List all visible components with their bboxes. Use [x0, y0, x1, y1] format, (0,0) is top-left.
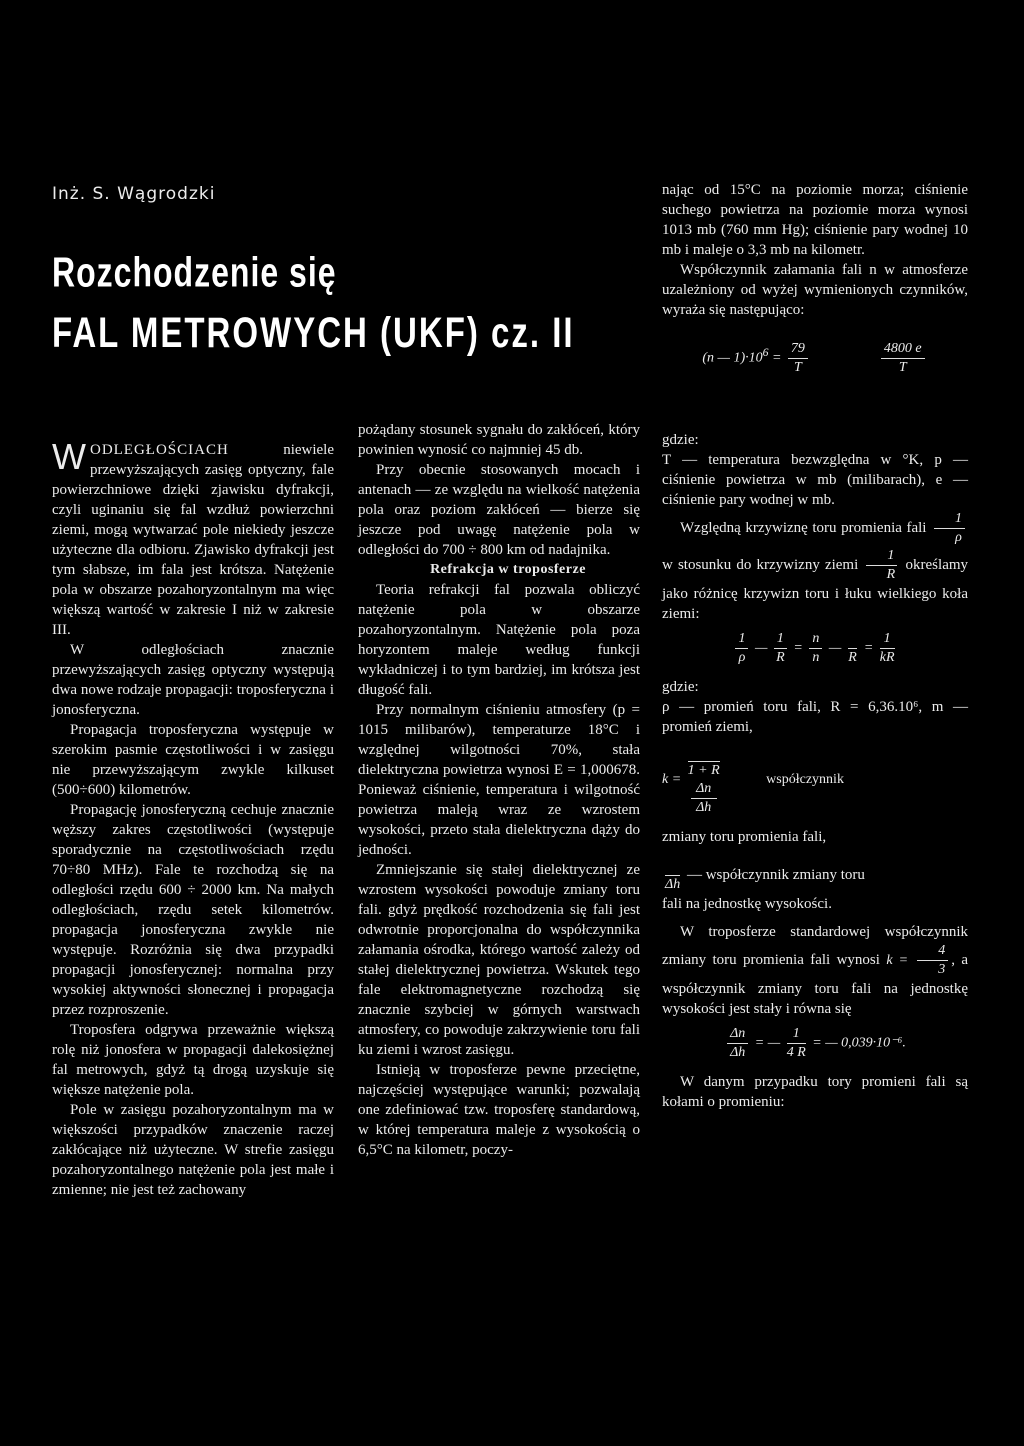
label: gdzie: [662, 432, 699, 448]
formula-label: współczynnik [766, 772, 844, 788]
paragraph [662, 857, 968, 894]
formula-curvature: $\frac{1}{\rho}$ — $\frac{1}{R}$ = $\frac{n}{n}$ — R = $\frac{1}{kR}$ [662, 630, 968, 667]
paragraph: pożądany stosunek sygnału do zakłóceń, który powinien wynosić co najmniej 45 db. [358, 422, 640, 458]
numerator: 1 [774, 630, 787, 649]
numerator: 1 [787, 1025, 806, 1044]
denominator: R [776, 650, 785, 665]
fraction [688, 743, 720, 817]
fraction [866, 547, 897, 584]
article-title-line2: FAL METROWYCH (UKF) cz. II [52, 308, 575, 357]
formula-k [662, 743, 968, 817]
label: gdzie: [662, 679, 699, 695]
numerator: 4800 e [881, 340, 925, 359]
paragraph: Zmniejszanie się stałej dielektrycznej ze wzrostem wysokości powoduje zmiany toru fali. gdyż prędkość rozchodzenia się fali jest odwrotnie proporcjonalna do współczynnika załamania ośrodka, którego wartość zależy od stałej dielektrycznej powietrza. Wskutek tego fale elektromagnetyczne rozchodzą się znacznie szybciej w górnych warstwach atmosfery, co powoduje zakrzywienie toru fali ku ziemi i wzrost zasięgu. [358, 862, 640, 1058]
denominator: R [886, 567, 896, 582]
paragraph: Współczynnik załamania fali n w atmosferze uzależniony od wyżej wymienionych czynników, wyraża się następująco: [662, 262, 968, 318]
denominator: n [812, 650, 820, 665]
fraction [934, 510, 965, 547]
paragraph-text: niewiele przewyższających zasięg optyczny, fale powierzchniowe dzięki zjawisku dyfrakcji, czyli uginaniu się fal wzdłuż powierzchni ziemi, mogą wytwarzać pole niekiedy jeszcze użyteczne dla odbioru. Zjawisko dyfrakcji jest tym słabsze, im fala jest krótsza. Natężenie pola w obszarze pozahoryzontalnym ma więc większą wartość w zakresie I niż w zakresie III. [52, 442, 334, 638]
paragraph: Przy obecnie stosowanych mocach i antenach — ze względu na wielkość natężenia pola oraz poziom zakłóceń — bierze się jeszcze pod uwagę natężenie pola w odległości do 700 ÷ 800 km od nadajnika. [358, 462, 640, 558]
formula-refraction-index [662, 340, 968, 377]
fraction [848, 630, 858, 667]
numerator: Δn [727, 1025, 748, 1044]
lead-word: ODLEGŁOŚCIACH [89, 442, 229, 458]
text: w stosunku do krzywizny ziemi [662, 556, 859, 573]
paragraph: Przy normalnym ciśnieniu atmosfery (p = 1015 milibarów), temperaturze 18°C i względnej wilgotności 70%, stała dielektryczna powietrza wynosi E = 1,000678. Ponieważ ciśnienie, temperatura i wilgotność powietrza maleją wraz ze wzrostem wysokości, przeto stała dielektryczna dąży do jedności. [358, 702, 640, 858]
numerator: 4 [917, 942, 948, 961]
paragraph: Teoria refrakcji fal pozwala obliczyć natężenie pola w obszarze pozahoryzontalnym. Natężenie pola poza horyzontem maleje według funkcji wykładniczej i to tym bardziej, im krótsza jest długość fali. [358, 582, 640, 698]
text: , a współczynnik zmiany toru fali na jednostkę wysokości jest stały i równa się [662, 951, 968, 1017]
text: — współczynnik zmiany toru [686, 866, 865, 883]
fraction [809, 630, 822, 667]
formula-text: = [768, 350, 785, 366]
numerator: 1 [880, 630, 895, 649]
formula-text: k = [886, 952, 915, 968]
fraction [881, 340, 925, 377]
fraction [691, 780, 717, 817]
drop-cap: W [52, 436, 86, 477]
denominator: R [848, 650, 857, 665]
denominator: Δh [696, 800, 712, 815]
paragraph: T — temperatura bezwzględna w °K, p — ciśnienie powietrza w mb (milibarach), e — ciśnienie pary wodnej w mb. [662, 452, 968, 508]
paragraph: Troposfera odgrywa przeważnie większą rolę niż jonosfera w propagacji dalekosiężnej fal metrowych, gdyż tą drogą uzyskuje się większe natężenie pola. [52, 1022, 334, 1098]
denominator: ρ [738, 650, 746, 665]
fraction [788, 340, 808, 377]
article-title-line1: Rozchodzenie się [52, 249, 337, 296]
fraction [665, 857, 680, 894]
text: W troposferze standardowej współczynnik zmiany toru promienia fali wynosi [662, 924, 968, 968]
paragraph: W odległościach znacznie przewyższających zasięg optyczny występują dwa nowe rodzaje propagacji: troposferyczna i jonosferyczna. [52, 642, 334, 718]
fraction [735, 630, 748, 667]
denominator: T [794, 360, 802, 375]
fraction [787, 1025, 806, 1062]
section-heading: Refrakcja w troposferze [430, 562, 586, 577]
column-2 [358, 420, 640, 1160]
denominator: Δh [730, 1045, 746, 1060]
column-3-top [662, 180, 968, 387]
denominator: T [898, 360, 907, 375]
denominator: ρ [955, 530, 962, 545]
numerator: Δn [691, 780, 717, 799]
formula-text: = — 0,039·10⁻⁶. [812, 1035, 906, 1051]
paragraph: fali na jednostkę wysokości. [662, 896, 832, 912]
paragraph: W danym przypadku tory promieni fali są kołami o promieniu: [662, 1074, 968, 1110]
paragraph [662, 922, 968, 1019]
numerator: 1 [934, 510, 965, 529]
numerator: 1 [735, 630, 748, 649]
paragraph: zmiany toru promienia fali, [662, 829, 827, 845]
fraction [727, 1025, 748, 1062]
denominator: 3 [938, 962, 946, 977]
fraction [774, 630, 787, 667]
fraction [880, 630, 895, 667]
text: Względną krzywiznę toru promienia fali [680, 519, 927, 536]
formula-exponent: 6 [762, 346, 769, 360]
paragraph: Pole w zasięgu pozahoryzontalnym ma w większości przypadków znaczenie raczej zakłócające niż użyteczne. W strefie zasięgu pozahoryzontalnego natężenie pola jest małe i zmienne; nie jest też zachowany [52, 1102, 334, 1198]
paragraph: Propagację jonosferyczną cechuje znacznie węższy zakres częstotliwości (występuje sporadycznie na częstotliwościach rzędu 70÷80 MHz). Fale te rozchodzą się na odległości rzędu 600 ÷ 2000 km. Na małych odległościach, rzędu setek kilometrów. propagacja jonosferyczna zwykle nie występuje. Rozróżnia się dwa przypadki propagacji jonosferycznej: normalna przy wysokiej aktywności słonecznej i propagacja przez rozproszenie. [52, 802, 334, 1018]
numerator: n [809, 630, 822, 649]
column-1 [52, 436, 334, 1200]
denominator: 4 R [786, 1045, 806, 1060]
author: Inż. S. Wągrodzki [52, 184, 216, 204]
paragraph: Propagacja troposferyczna występuje w szerokim pasmie częstotliwości i w zasięgu nie przewyższającym zwykle kilkuset (500÷600) kilometrów. [52, 722, 334, 798]
column-3-bottom [662, 430, 968, 1112]
numerator: 1 [866, 547, 897, 566]
denominator [688, 762, 720, 817]
formula-text: k = [662, 772, 685, 788]
paragraph: ρ — promień toru fali, R = 6,36.10⁶, m — promień ziemi, [662, 699, 968, 735]
formula-text: 1 + R [687, 763, 720, 778]
paragraph [662, 510, 968, 624]
numerator: 79 [788, 340, 808, 359]
formula-gradient: $\frac{\Delta n}{\Delta h}$ = — $\frac{1}{4 R}$ = — 0,039·10⁻⁶. [662, 1025, 968, 1062]
paragraph: nając od 15°C na poziomie morza; ciśnienie suchego powietrza na poziomie morza wynosi 1013 mb (760 mm Hg); ciśnienie pary wodnej 10 mb i maleje o 3,3 mb na kilometr. [662, 182, 968, 258]
paragraph [52, 436, 334, 640]
denominator: kR [879, 650, 895, 665]
paragraph: Istnieją w troposferze pewne przeciętne, najczęściej występujące warunki; pozwalają one zdefiniować tzw. troposferę standardową, w której temperatura maleje z wysokością o 6,5°C na kilometr, poczy- [358, 1062, 640, 1158]
formula-text: (n — 1)·10 [702, 350, 763, 366]
fraction [917, 942, 948, 979]
text: określamy jako różnicę krzywizn toru i łuku wielkiego koła ziemi: [662, 556, 969, 622]
denominator: Δh [665, 877, 681, 892]
